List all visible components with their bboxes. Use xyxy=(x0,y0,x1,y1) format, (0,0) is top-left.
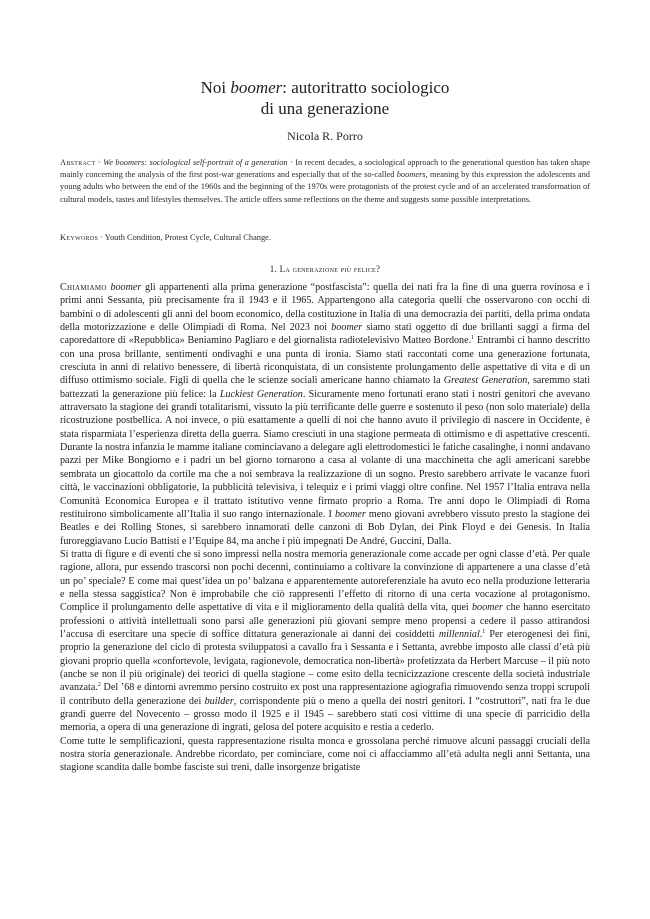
paragraph: Chiamiamo boomer gli appartenenti alla prima generazione “postfascista”: quella dei nati fra la fine di una guerra rovinosa e i primi anni Sessanta, più precisamente fra il 1943 e il 1965. Appartengono alla categoria quelli che osservarono con occhi di bambini o di adolescenti gli anni del boom economico, della costituzione in Italia di una democrazia dei partiti, della prima ondata della motorizzazione e delle Olimpiadi di Roma. Nel 2023 noi boomer siamo stati oggetto di due brillanti saggi a firma del caporedattore di «Repubblica» Beniamino Pagliaro e del giornalista radiotelevisivo Matteo Bordone.$^1$ Entrambi ci hanno descritto con una prosa brillante, sentimenti ondivaghi e una punta di ironia. Siamo stati raccontati come una generazione fortunata, cresciuta in anni di relativo benessere, di libertà riconquistata, di un consistente prolungamento delle aspettative di vita e di un diffuso ottimismo sociale. Figli di quella che le scienze sociali americane hanno chiamato la Greatest Generation, saremmo stati battezzati la generazione più felice: la Luckiest Generation. Sicuramente meno fortunati erano stati i nostri genitori che avevano attraversato la stagione dei grandi totalitarismi, vissuto la più terrificante delle guerre e sostenuto il peso (non solo materiale) della ricostruzione postbellica. A noi invece, o più esattamente a quelli di noi che hanno avuto il privilegio di nascere in Occidente, è stata risparmiata l’esperienza diretta della guerra. Siamo cresciuti in una stagione permeata di ottimismo e di aspettative crescenti. Durante la nostra infanzia le mamme italiane cominciavano a delegare agli elettrodomestici le fatiche casalinghe, i nonni andavano pazzi per Mike Bongiorno e i padri un bel giorno tornarono a casa al volante di una macchinetta che agli americani sarebbe sembrata un giocattolo da cortile ma che a noi sembrava la realizzazione di un sogno. Presto sarebbero arrivate le vacanze fuori città, le vaccinazioni obbligatorie, la pubblicità televisiva, i telequiz e i primi viaggi oltre confine. Nel 1957 l’Italia entrava nella Comunità Economica Europea e il trattato istitutivo venne firmato proprio a Roma. Tre anni dopo le Olimpiadi di Roma restituirono simbolicamente all’Italia il suo rango internazionale. I boomer meno giovani avrebbero vissuto presto la stagione dei Beatles e dei Rolling Stones, si sarebbero innamorati delle canzoni di Bob Dylan, dei Pink Floyd e dei Genesis. In Italia furoreggiavano Lucio Battisti e l’Equipe 84, ma anche i più impegnati De André, Guccini, Dalla. xyxy=(60,282,591,547)
keywords: Keywords · Youth Condition, Protest Cycle, Cultural Change. xyxy=(60,233,271,242)
article-title xyxy=(0,77,650,119)
abstract-english-title: We boomers: sociological self-portrait of a generation xyxy=(103,158,288,167)
paragraph: Si tratta di figure e di eventi che si sono impressi nella nostra memoria generazionale come accade per ogni classe d’età. Per quale ragione, allora, pur essendo trascorsi non pochi decenni, continuiamo a coltivare la convinzione di appartenere a una classe d’età un po’ speciale? E come mai quest’idea un po’ balzana e apparentemente autoreferenziale ha avuto eco nella produzione letteraria e nella stessa saggistica? Non è improbabile che ciò rappresenti l’effetto di ritorno di una certa vocazione al protagonismo. Complice il prolungamento delle aspettative di vita e il miglioramento della qualità della vita, quei boomer che hanno esercitato professioni o attività intellettuali sono parsi alle generazioni più giovani sempre meno propensi a cedere il passo attirandosi l’accusa di esercitare una specie di soffice dittatura generazionale ai danni dei cosiddetti millennial.$^1$ Per eterogenesi dei fini, proprio la generazione del ciclo di protesta sviluppatosi a cavallo fra i Sessanta e i Settanta, avrebbe imposto alle classi d’età più giovani proprio quella «confortevole, levigata, ragionevole, democratica non-libertà» profetizzata da Herbert Marcuse – il più noto (anche se non il più originale) dei teorici di quella stagione – come esito della tecnicizzazione crescente della società industriale avanzata.$^2$ Del ’68 e dintorni avremmo persino costruito ex post una rappresentazione agiografia rimuovendo senza troppi scrupoli il contributo della generazione dei builder, corrispondente più o meno a quella dei nostri genitori. I “costruttori”, nati fra le due grandi guerre del Novecento – grosso modo il 1925 e il 1945 – sarebbero stati così vittime di una specie di parricidio della memoria, a opera di una generazione di ingrati, gelosa del potere acquisito e restia a cederlo. xyxy=(60,548,590,734)
author-name: Nicola R. Porro xyxy=(287,129,363,143)
title-line-2: di una generazione xyxy=(260,99,390,118)
abstract: Abstract · We boomers: sociological self-portrait of a generation · In recent decades, a sociological approach to the generational question has taken shape mainly concerning the analysis of the first post-war generations and especially that of the so-called boomers, meaning by this expression the adolescents and young adults who between the end of the 1960s and the beginning of the 1970s were protagonists of the protest cycle and of an accelerated transformation of cultural models, tastes and lifestyles themselves. The article offers some reflections on the theme and suggests some possible interpretations. xyxy=(60,158,591,204)
footnote-ref[interactable]: 1 xyxy=(482,628,486,635)
paragraph: Come tutte le semplificazioni, questa rappresentazione risulta monca e grossolana perché rimuove alcuni passaggi cruciali della nostra storia generazionale. Andrebbe ricordato, per cominciare, come noi ci affacciammo all’età adulta negli anni Settanta, una stagione scandita dalle bombe fasciste sui treni, dalle insorgenze brigatiste xyxy=(60,735,590,774)
article-body xyxy=(60,281,590,775)
footnote-ref[interactable]: 1 xyxy=(471,335,475,342)
keywords-label: Keywords xyxy=(60,233,99,242)
section-heading: 1. La generazione più felice? xyxy=(269,264,381,274)
title-line-1: Noi boomer: autoritratto sociologico xyxy=(200,78,450,97)
footnote-ref[interactable]: 2 xyxy=(97,682,101,689)
abstract-label: Abstract xyxy=(60,158,96,167)
